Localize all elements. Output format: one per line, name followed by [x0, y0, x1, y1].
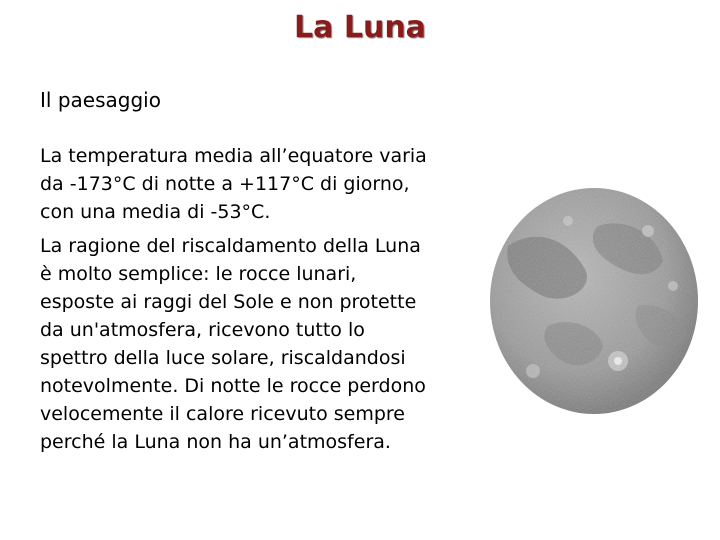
paragraph-heating: La ragione del riscaldamento della Luna è molto semplice: le rocce lunari, esposte ai raggi del Sole e non protette da un'atmosfera, ricevono tutto lo spettro della luce solare, riscaldandosi notevolmente. Di notte le rocce perdono velocemente il calore ricevuto sempre perché la Luna non ha un’atmosfera.: [40, 235, 426, 453]
moon-image: [488, 186, 700, 416]
paragraph-temperature: La temperatura media all’equatore varia da -173°C di notte a +117°C di giorno, con una media di -53°C.: [40, 145, 427, 223]
slide-subtitle: Il paesaggio: [40, 88, 161, 112]
slide-title: La Luna: [294, 10, 426, 45]
